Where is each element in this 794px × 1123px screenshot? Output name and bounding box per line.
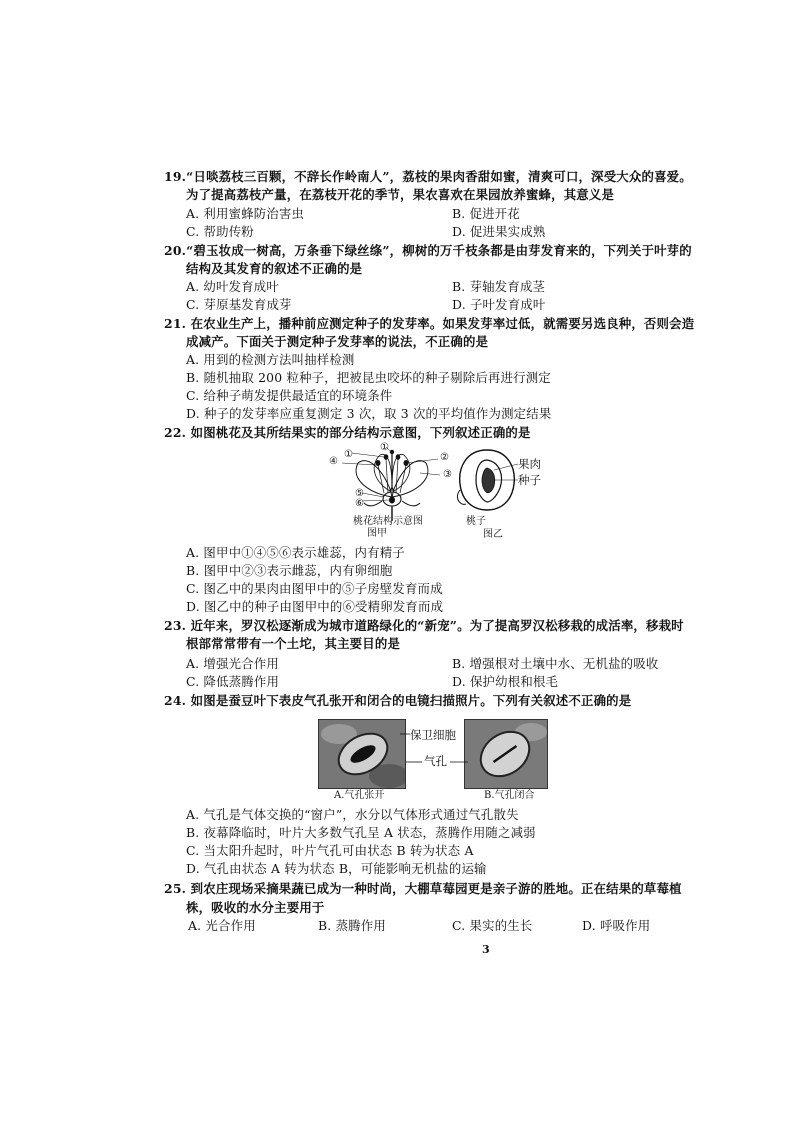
flower-marker-4: ④ [329, 456, 338, 467]
flower-marker-5: ⑤ [355, 488, 364, 499]
guard-cell-label: 保卫细胞 [410, 728, 456, 742]
q23-stem-line-1: 23. 近年来，罗汉松逐渐成为城市道路绿化的“新宠”。为了提高罗汉松移栽的成活率，移栽时 [164, 618, 684, 633]
q21-option-b: B. 随机抽取 200 粒种子，把被昆虫咬坏的种子剔除后再进行测定 [186, 370, 551, 385]
q19-option-b: B. 促进开花 [452, 206, 520, 221]
fruit-figure-label: 图乙 [483, 529, 503, 540]
page-number: 3 [482, 943, 490, 956]
q24-option-d: D. 气孔由状态 A 转为状态 B，可能影响无机盐的运输 [186, 861, 487, 876]
q19-option-d: D. 促进果实成熟 [452, 224, 546, 239]
q22-option-a: A. 图甲中①④⑤⑥表示雄蕊，内有精子 [186, 545, 405, 560]
q19-stem-line-2: 为了提高荔枝产量，在荔枝开花的季节，果农喜欢在果园放养蜜蜂，其意义是 [186, 187, 615, 202]
q23-option-c: C. 降低蒸腾作用 [186, 674, 280, 689]
stoma-closed-photo [464, 719, 548, 789]
flower-marker-2: ② [440, 452, 449, 463]
q20-option-c: C. 芽原基发育成芽 [186, 297, 292, 312]
q20-stem-line-1: 20.“碧玉妆成一树高，万条垂下绿丝绦”，柳树的万千枝条都是由芽发育来的，下列关于叶芽的 [164, 243, 692, 258]
stoma-open-photo [318, 719, 406, 789]
flower-caption: 桃花结构示意图 [353, 516, 423, 527]
stoma-closed-caption: B.气孔闭合 [484, 790, 535, 801]
q24-option-b: B. 夜幕降临时，叶片大多数气孔呈 A 状态，蒸腾作用随之减弱 [186, 825, 536, 840]
q20-option-d: D. 子叶发育成叶 [452, 297, 546, 312]
q22-option-c: C. 图乙中的果肉由图甲中的⑤子房壁发育而成 [186, 581, 443, 596]
q24-stem: 24. 如图是蚕豆叶下表皮气孔张开和闭合的电镜扫描照片。下列有关叙述不正确的是 [164, 693, 632, 708]
q22-option-b: B. 图甲中②③表示雌蕊，内有卵细胞 [186, 563, 393, 578]
flower-marker-3: ③ [443, 469, 452, 480]
q21-stem-line-1: 21. 在农业生产上，播种前应测定种子的发芽率。如果发芽率过低，就需要另选良种，否则会造 [164, 316, 695, 331]
q19-option-c: C. 帮助传粉 [186, 224, 254, 239]
q23-option-b: B. 增强根对土壤中水、无机盐的吸收 [452, 656, 659, 671]
q25-option-a: A. 光合作用 [188, 918, 256, 933]
q21-option-d: D. 种子的发芽率应重复测定 3 次，取 3 次的平均值作为测定结果 [186, 406, 552, 421]
fruit-label-flesh: 果肉 [518, 457, 541, 471]
q21-option-c: C. 给种子萌发提供最适宜的环境条件 [186, 388, 393, 403]
q23-stem-line-2: 根部常常带有一个土坨，其主要目的是 [186, 636, 401, 651]
q20-option-a: A. 幼叶发育成叶 [186, 279, 279, 294]
q21-option-a: A. 用到的检测方法叫抽样检测 [186, 352, 355, 367]
q23-option-a: A. 增强光合作用 [186, 656, 279, 671]
stoma-open-caption: A.气孔张开 [334, 790, 385, 801]
q24-option-a: A. 气孔是气体交换的“窗户”，水分以气体形式通过气孔散失 [186, 807, 519, 822]
fruit-leader-lines [494, 458, 518, 484]
q22-option-d: D. 图乙中的种子由图甲中的⑥受精卵发育而成 [186, 599, 444, 614]
q19-stem-line-1: 19.“日啖荔枝三百颗，不辞长作岭南人”，荔枝的果肉香甜如蜜，清爽可口，深受大众的喜爱。 [164, 169, 692, 184]
q22-stem: 22. 如图桃花及其所结果实的部分结构示意图，下列叙述正确的是 [164, 425, 531, 440]
stoma-label: 气孔 [424, 754, 447, 768]
flower-marker-5-top: ① [344, 449, 353, 460]
q25-stem-line-1: 25. 到农庄现场采摘果蔬已成为一种时尚，大棚草莓园更是亲子游的胜地。正在结果的草莓植 [164, 881, 682, 896]
q25-option-b: B. 蒸腾作用 [318, 918, 386, 933]
q25-option-c: C. 果实的生长 [452, 918, 533, 933]
q24-option-c: C. 当太阳升起时，叶片气孔可由状态 B 转为状态 A [186, 843, 474, 858]
q20-stem-line-2: 结构及其发育的叙述不正确的是 [186, 261, 363, 276]
q21-stem-line-2: 成减产。下面关于测定种子发芽率的说法，不正确的是 [186, 334, 489, 349]
fruit-caption: 桃子 [466, 516, 486, 527]
flower-marker-6: ⑥ [355, 498, 364, 509]
q20-option-b: B. 芽轴发育成茎 [452, 279, 546, 294]
q19-option-a: A. 利用蜜蜂防治害虫 [186, 206, 305, 221]
flower-marker-1: ① [380, 442, 389, 453]
flower-figure-label: 图甲 [367, 528, 387, 539]
fruit-label-seed: 种子 [518, 473, 541, 487]
q23-option-d: D. 保护幼根和根毛 [452, 674, 559, 689]
q25-option-d: D. 呼吸作用 [582, 918, 651, 933]
q25-stem-line-2: 株，吸收的水分主要用于 [186, 900, 325, 915]
